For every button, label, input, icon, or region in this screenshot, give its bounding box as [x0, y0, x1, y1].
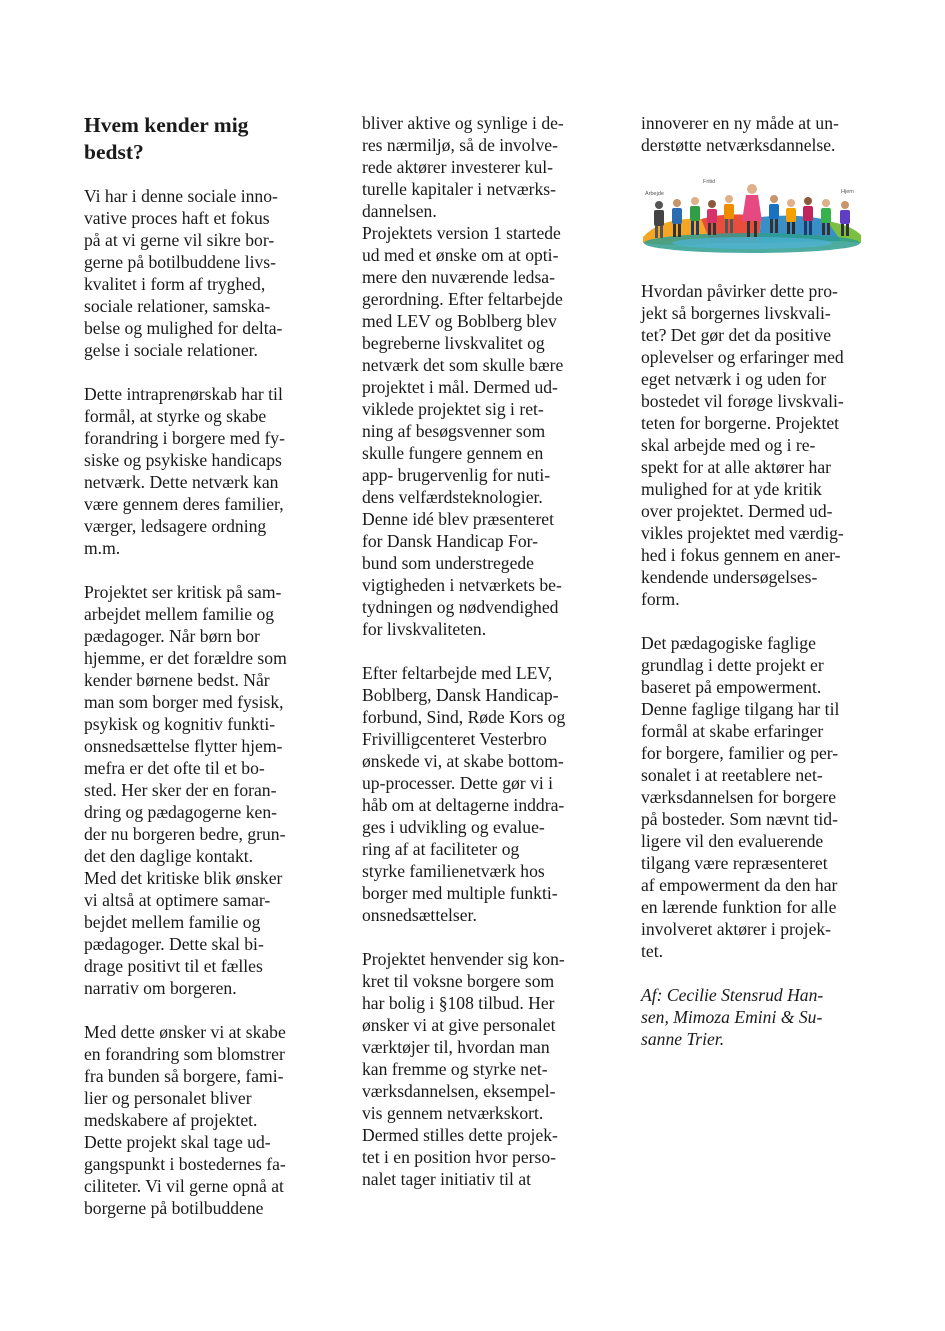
- text-line: styrke familienetværk hos: [362, 861, 545, 881]
- text-line: formål at skabe erfaringer: [641, 721, 824, 741]
- text-line: borgerne på botilbuddene: [84, 1198, 264, 1218]
- text-line: mulighed for at yde kritik: [641, 479, 822, 499]
- text-line: kendende undersøgelses-: [641, 567, 818, 587]
- text-line: res nærmiljø, så de involve-: [362, 135, 558, 155]
- text-line: innoverer en ny måde at un-: [641, 113, 839, 133]
- text-line: form.: [641, 589, 680, 609]
- text-line: projektet i mål. Dermed ud-: [362, 377, 558, 397]
- text-line: Projektet henvender sig kon-: [362, 949, 565, 969]
- text-line: dring og pædagogerne ken-: [84, 802, 277, 822]
- text-line: spekt for at alle aktører har: [641, 457, 832, 477]
- column-2: [362, 112, 600, 1190]
- text-line: Dette projekt skal tage ud-: [84, 1132, 271, 1152]
- text-line: Boblberg, Dansk Handicap-: [362, 685, 559, 705]
- text-line: sonalet i at reetablere net-: [641, 765, 823, 785]
- text-line: Denne faglige tilgang har til: [641, 699, 840, 719]
- paragraph: [84, 581, 324, 999]
- text-line: har bolig i §108 tilbud. Her: [362, 993, 555, 1013]
- text-line: Dette intraprenørskab har til: [84, 384, 283, 404]
- paragraph: [84, 185, 324, 361]
- text-line: gelse i sociale relationer.: [84, 340, 258, 360]
- text-line: over projektet. Dermed ud-: [641, 501, 833, 521]
- text-line: skulle fungere gennem en: [362, 443, 544, 463]
- text-line: Af: Cecilie Stensrud Han-: [641, 985, 824, 1005]
- text-line: nalet tager initiativ til at: [362, 1169, 532, 1189]
- column-1: [84, 112, 324, 1219]
- text-line: Efter feltarbejde med LEV,: [362, 663, 553, 683]
- text-line: gangspunkt i bostedernes fa-: [84, 1154, 286, 1174]
- text-line: bejdet mellem familie og: [84, 912, 261, 932]
- text-line: sted. Her sker der en foran-: [84, 780, 277, 800]
- text-line: m.m.: [84, 538, 121, 558]
- text-line: fra bunden så borgere, fami-: [84, 1066, 284, 1086]
- text-line: en lærende funktion for alle: [641, 897, 837, 917]
- text-line: tet? Det gør det da positive: [641, 325, 832, 345]
- text-line: belse og mulighed for delta-: [84, 318, 283, 338]
- text-line: kvalitet i form af tryghed,: [84, 274, 266, 294]
- text-line: drage positivt til et fælles: [84, 956, 263, 976]
- text-line: baseret på empowerment.: [641, 677, 822, 697]
- text-line: for borgere, familier og per-: [641, 743, 839, 763]
- text-line: Frivilligcenteret Vesterbro: [362, 729, 547, 749]
- text-line: bostedet vil forøge livskvali-: [641, 391, 844, 411]
- column-3: [641, 112, 881, 1050]
- text-line: begreberne livskvalitet og: [362, 333, 545, 353]
- text-line: derstøtte netværksdannelse.: [641, 135, 836, 155]
- text-line: netværk. Dette netværk kan: [84, 472, 279, 492]
- text-line: Det pædagogiske faglige: [641, 633, 816, 653]
- text-line: gerordning. Efter feltarbejde: [362, 289, 563, 309]
- paragraph: [84, 1021, 324, 1219]
- text-line: på at vi gerne vil sikre bor-: [84, 230, 275, 250]
- network-people-illustration: [641, 177, 863, 259]
- text-line: sen, Mimoza Emini & Su-: [641, 1007, 823, 1027]
- text-line: sociale relationer, samska-: [84, 296, 271, 316]
- text-line: vative proces haft et fokus: [84, 208, 270, 228]
- paragraph: [362, 662, 600, 926]
- text-line: med LEV og Boblberg blev: [362, 311, 557, 331]
- text-line: ud med et ønske om at opti-: [362, 245, 559, 265]
- text-line: hjemme, er det forældre som: [84, 648, 287, 668]
- author-byline: [641, 984, 881, 1050]
- text-line: oplevelser og erfaringer med: [641, 347, 844, 367]
- text-line: onsnedsættelse flytter hjem-: [84, 736, 283, 756]
- illustration-label-fritid: Fritid: [703, 179, 716, 185]
- text-line: kan fremme og styrke net-: [362, 1059, 548, 1079]
- text-line: vis gennem netværkskort.: [362, 1103, 544, 1123]
- text-line: ciliteter. Vi vil gerne opnå at: [84, 1176, 284, 1196]
- text-line: grundlag i dette projekt er: [641, 655, 824, 675]
- paragraph: [641, 632, 881, 962]
- text-line: tet i en position hvor perso-: [362, 1147, 556, 1167]
- illustration-label-arbejde: Arbejde: [645, 191, 664, 197]
- paragraph: [641, 112, 881, 156]
- text-line: mere den nuværende ledsa-: [362, 267, 555, 287]
- text-line: siske og psykiske handicaps: [84, 450, 282, 470]
- text-line: bund som understregede: [362, 553, 534, 573]
- text-line: Dermed stilles dette projek-: [362, 1125, 558, 1145]
- text-line: Med det kritiske blik ønsker: [84, 868, 283, 888]
- paragraph: [362, 948, 600, 1190]
- text-line: værksdannelsen for borgere: [641, 787, 837, 807]
- text-line: på bosteder. Som nævnt tid-: [641, 809, 838, 829]
- text-line: en forandring som blomstrer: [84, 1044, 285, 1064]
- text-line: Hvordan påvirker dette pro-: [641, 281, 838, 301]
- text-line: up-processer. Dette gør vi i: [362, 773, 554, 793]
- text-line: værksdannelsen, eksempel-: [362, 1081, 556, 1101]
- text-line: vigtigheden i netværkets be-: [362, 575, 562, 595]
- text-line: gerne på botilbuddene livs-: [84, 252, 277, 272]
- text-line: viklede projektet sig i ret-: [362, 399, 544, 419]
- illustration-label-hjem: Hjem: [841, 189, 854, 195]
- text-line: Projektets version 1 startede: [362, 223, 561, 243]
- text-line: ges i udvikling og evalue-: [362, 817, 545, 837]
- text-line: vi altså at optimere samar-: [84, 890, 271, 910]
- text-line: involveret aktører i projek-: [641, 919, 832, 939]
- text-line: forandring i borgere med fy-: [84, 428, 285, 448]
- text-line: onsnedsættelser.: [362, 905, 477, 925]
- text-line: medskabere af projektet.: [84, 1110, 258, 1130]
- text-line: borger med multiple funkti-: [362, 883, 558, 903]
- text-line: formål, at styrke og skabe: [84, 406, 267, 426]
- text-line: ning af besøgsvenner som: [362, 421, 546, 441]
- text-line: netværk det som skulle bære: [362, 355, 564, 375]
- text-line: det den daglige kontakt.: [84, 846, 254, 866]
- text-line: jekt så borgernes livskvali-: [641, 303, 831, 323]
- text-line: Med dette ønsker vi at skabe: [84, 1022, 286, 1042]
- text-line: app- brugervenlig for nuti-: [362, 465, 551, 485]
- text-line: værger, ledsagere ordning: [84, 516, 267, 536]
- article-title: [84, 112, 324, 166]
- text-line: turelle kapitaler i netværks-: [362, 179, 556, 199]
- text-line: Vi har i denne sociale inno-: [84, 186, 278, 206]
- text-line: pædagoger. Når børn bor: [84, 626, 260, 646]
- text-line: lier og personalet bliver: [84, 1088, 252, 1108]
- text-line: arbejdet mellem familie og: [84, 604, 275, 624]
- text-line: psykisk og kognitiv funkti-: [84, 714, 276, 734]
- text-line: ønsker vi at give personalet: [362, 1015, 556, 1035]
- text-line: ring af at faciliteter og: [362, 839, 520, 859]
- text-line: ligere vil den evaluerende: [641, 831, 824, 851]
- text-line: tilgang være repræsenteret: [641, 853, 828, 873]
- text-line: værktøjer til, hvordan man: [362, 1037, 550, 1057]
- text-line: for livskvaliteten.: [362, 619, 487, 639]
- text-line: mefra er det ofte til et bo-: [84, 758, 265, 778]
- text-line: vikles projektet med værdig-: [641, 523, 844, 543]
- text-line: pædagoger. Dette skal bi-: [84, 934, 264, 954]
- text-line: rede aktører investerer kul-: [362, 157, 553, 177]
- title-line: Hvem kender mig: [84, 113, 249, 137]
- text-line: forbund, Sind, Røde Kors og: [362, 707, 566, 727]
- text-line: eget netværk i og uden for: [641, 369, 827, 389]
- text-line: ønskede vi, at skabe bottom-: [362, 751, 564, 771]
- paragraph: [641, 280, 881, 610]
- paragraph: [362, 112, 600, 640]
- text-line: af empowerment da den har: [641, 875, 838, 895]
- text-line: hed i fokus gennem en aner-: [641, 545, 841, 565]
- text-line: bliver aktive og synlige i de-: [362, 113, 564, 133]
- text-line: tet.: [641, 941, 663, 961]
- paragraph: [84, 383, 324, 559]
- text-line: man som borger med fysisk,: [84, 692, 284, 712]
- text-line: teten for borgerne. Projektet: [641, 413, 840, 433]
- text-line: håb om at deltagerne inddra-: [362, 795, 565, 815]
- text-line: skal arbejde med og i re-: [641, 435, 816, 455]
- title-line: bedst?: [84, 140, 144, 164]
- text-line: kret til voksne borgere som: [362, 971, 555, 991]
- text-line: dens velfærdsteknologier.: [362, 487, 543, 507]
- text-line: være gennem deres familier,: [84, 494, 284, 514]
- text-line: sanne Trier.: [641, 1029, 725, 1049]
- text-line: dannelsen.: [362, 201, 437, 221]
- text-line: tydningen og nødvendighed: [362, 597, 559, 617]
- text-line: der nu borgeren bedre, grun-: [84, 824, 286, 844]
- text-line: Denne idé blev præsenteret: [362, 509, 554, 529]
- text-line: narrativ om borgeren.: [84, 978, 237, 998]
- text-line: Projektet ser kritisk på sam-: [84, 582, 282, 602]
- text-line: kender børnene bedst. Når: [84, 670, 270, 690]
- text-line: for Dansk Handicap For-: [362, 531, 539, 551]
